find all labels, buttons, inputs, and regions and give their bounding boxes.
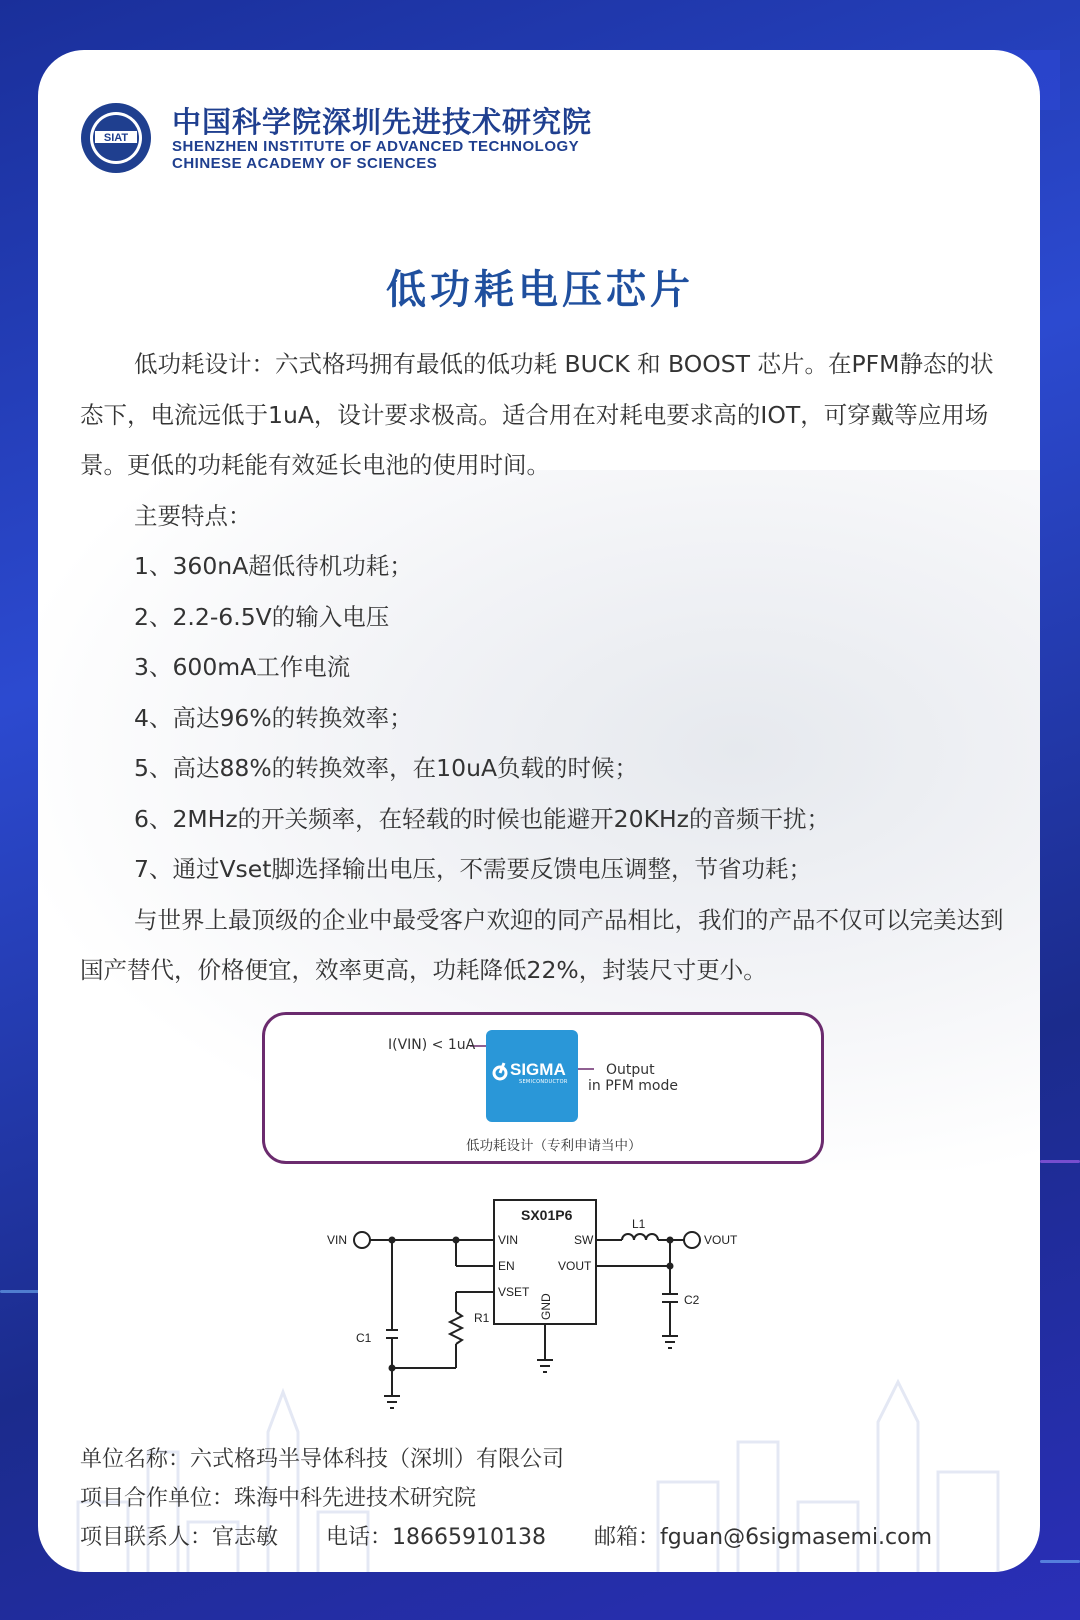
sigma-brand: SIGMA: [510, 1060, 566, 1079]
pin-vset-label: VSET: [498, 1285, 530, 1299]
institute-name-en-line1: SHENZHEN INSTITUTE OF ADVANCED TECHNOLOGY: [172, 138, 580, 155]
background-streak: [1040, 1160, 1080, 1163]
siat-logo: [80, 102, 152, 174]
institute-name-en-line2: CHINESE ACADEMY OF SCIENCES: [172, 155, 438, 172]
footer-info: [80, 1440, 932, 1557]
features-heading: 主要特点：: [134, 501, 252, 530]
pfm-output-line2: in PFM mode: [588, 1078, 678, 1094]
body-text: [80, 339, 1010, 996]
feature-item: 4、高达96%的转换效率；: [134, 703, 413, 732]
pin-sw-label: SW: [574, 1233, 594, 1247]
feature-item: 3、600mA工作电流: [134, 653, 351, 681]
feature-item: 7、通过Vset脚选择输出电压，不需要反馈电压调整，节省功耗；: [134, 855, 812, 883]
pin-vout-label: VOUT: [558, 1259, 592, 1273]
institute-name-cn: 中国科学院深圳先进技术研究院: [172, 105, 593, 139]
institute-name-en: [172, 138, 579, 172]
pin-vin-label: VIN: [498, 1233, 519, 1247]
terminal-vin-label: VIN: [327, 1233, 348, 1247]
company-name: 单位名称：六式格玛半导体科技（深圳）有限公司: [80, 1447, 565, 1472]
sigma-6-icon: [491, 1061, 509, 1081]
partner-name: 项目合作单位：珠海中科先进技术研究院: [80, 1486, 477, 1511]
chip-name: SX01P6: [521, 1207, 573, 1223]
pin-gnd-label: GND: [539, 1293, 553, 1320]
terminal-vout-label: VOUT: [704, 1233, 738, 1247]
page-title: 低功耗电压芯片: [386, 267, 694, 313]
contact-email[interactable]: 邮箱：fguan@6sigmasemi.com: [593, 1525, 933, 1550]
pfm-output-line1: Output: [606, 1062, 655, 1078]
c2-label: C2: [684, 1293, 700, 1307]
feature-item: 5、高达88%的转换效率，在10uA负载的时候；: [134, 754, 639, 782]
summary-paragraph: 与世界上最顶级的企业中最受客户欢迎的同产品相比，我们的产品不仅可以完美达到国产替代，价格便宜，效率更高，功耗降低22%，封装尺寸更小。: [80, 905, 1004, 984]
contact-phone: 电话：18665910138: [326, 1525, 546, 1550]
intro-paragraph: 低功耗设计：六式格玛拥有最低的低功耗 BUCK 和 BOOST 芯片。在PFM静态的状态下，电流远低于1uA，设计要求极高。适合用在对耗电要求高的IOT，可穿戴等应用场景。更低的功耗能有效延长电池的使用时间。: [80, 350, 994, 479]
circuit-schematic: [300, 1190, 780, 1420]
pfm-caption: 低功耗设计（专利申请当中）: [466, 1138, 642, 1154]
feature-item: 2、2.2-6.5V的输入电压: [134, 602, 390, 631]
contact-line: [80, 1518, 932, 1557]
l1-label: L1: [632, 1217, 646, 1231]
feature-item: 1、360nA超低待机功耗；: [134, 552, 413, 580]
c1-label: C1: [356, 1331, 372, 1345]
sigma-brand-sub: SEMICONDUCTOR: [519, 1079, 568, 1085]
feature-item: 6、2MHz的开关频率，在轻载的时候也能避开20KHz的音频干扰；: [134, 804, 831, 833]
logo-text: SIAT: [103, 132, 129, 144]
background-streak: [0, 1290, 40, 1293]
pin-en-label: EN: [498, 1259, 515, 1273]
r1-label: R1: [474, 1311, 490, 1325]
background-streak: [1040, 1560, 1080, 1563]
pfm-input-label: I(VIN) < 1uA: [388, 1037, 476, 1053]
contact-person: 项目联系人：官志敏: [80, 1525, 279, 1550]
